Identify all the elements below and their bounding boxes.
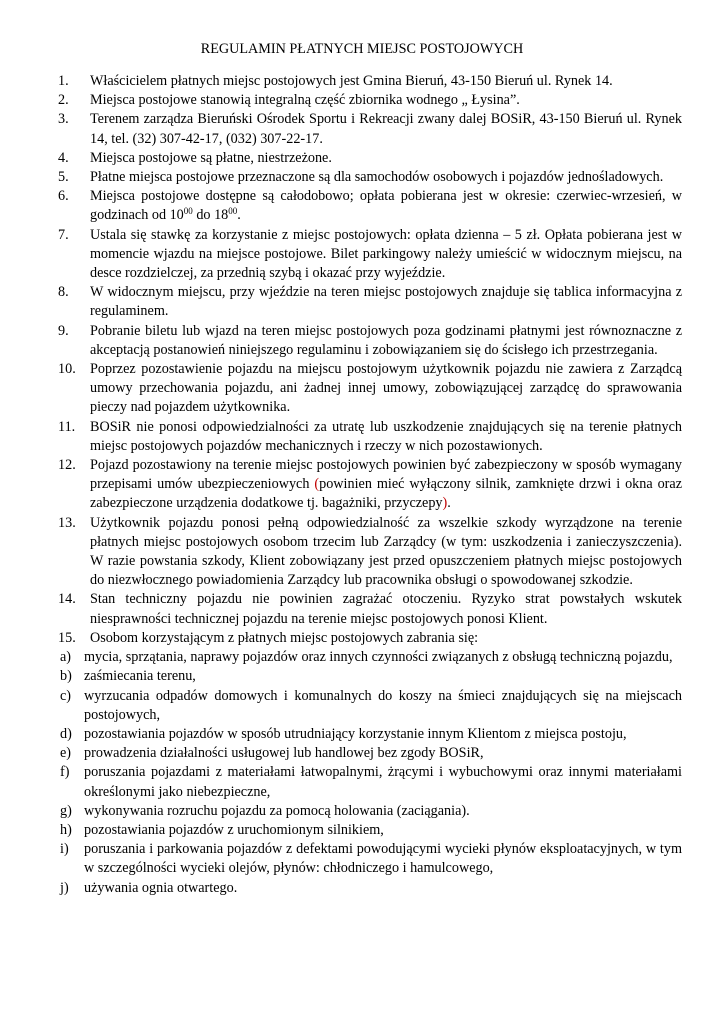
item-number: 8.: [58, 284, 69, 301]
item-text: BOSiR nie ponosi odpowiedzialności za utratę lub uszkodzenie znajdujących się na terenie płatnych miejsc postojowych pojazdów mechanicznych i rzeczy w nich pozostawionych.: [90, 418, 682, 454]
item-text: Pobranie biletu lub wjazd na teren miejsc postojowych poza godzinami płatnymi jest równoznaczne z akceptacją postanowień niniejszego regulaminu i zobowiązaniem się do ścisłego ich przestrzegania.: [90, 322, 682, 358]
sub-list-item: [58, 687, 682, 725]
list-item: [58, 149, 682, 168]
item-text: Użytkownik pojazdu ponosi pełną odpowiedzialność za wszelkie szkody wyrządzone na terenie płatnych miejsc postojowych osobom trzecim lub Zarządcy (w tym: uszkodzenia i zanieczyszczenia). W razie powstania szkody, Klient zobowiązany jest przed opuszczeniem płatnych miejsc postojowych do niezwłocznego powiadomienia Zarządcy lub pracownika obsługi o spowodowanej szkodzie.: [90, 514, 682, 589]
list-item: [58, 456, 682, 514]
sub-item-letter: d): [60, 725, 72, 742]
regulation-list: [58, 72, 682, 898]
list-item: [58, 590, 682, 628]
sub-list-item: [58, 763, 682, 801]
item-text: Stan techniczny pojazdu nie powinien zagrażać otoczeniu. Ryzyko strat powstałych wskutek niesprawności technicznej pojazdu na terenie miejsc postojowych ponosi Klient.: [90, 591, 682, 627]
list-item: [58, 226, 682, 284]
sub-item-text: poruszania i parkowania pojazdów z defektami powodującymi wycieki płynów eksploatacyjnych, w tym w szczególności wycieki olejów, płynów: chłodniczego i hamulcowego,: [84, 841, 682, 877]
sub-item-text: wykonywania rozruchu pojazdu za pomocą holowania (zaciągania).: [84, 802, 470, 819]
item-number: 6.: [58, 188, 69, 205]
item-number: 7.: [58, 226, 69, 243]
sub-list-item: [58, 648, 682, 667]
sub-item-text: prowadzenia działalności usługowej lub handlowej bez zgody BOSiR,: [84, 745, 484, 762]
item-number: 14.: [58, 591, 76, 608]
list-item: [58, 168, 682, 187]
list-item: [58, 187, 682, 225]
sub-item-letter: f): [60, 764, 70, 781]
sub-item-text: wyrzucania odpadów domowych i komunalnych do koszy na śmieci znajdujących się na miejscach postojowych,: [84, 687, 682, 723]
sub-item-text: poruszania pojazdami z materiałami łatwopalnymi, żrącymi i wybuchowymi oraz innymi materiałami określonymi jako niebezpieczne,: [84, 764, 682, 800]
sub-item-letter: h): [60, 821, 72, 838]
list-item: [58, 360, 682, 418]
item-number: 9.: [58, 322, 69, 339]
list-item: [58, 72, 682, 91]
item-number: 5.: [58, 169, 69, 186]
sub-item-letter: b): [60, 668, 72, 685]
list-item: [58, 91, 682, 110]
sub-item-letter: j): [60, 879, 69, 896]
sub-list-item: [58, 725, 682, 744]
item-number: 12.: [58, 457, 76, 474]
item-number: 4.: [58, 149, 69, 166]
sub-item-text: zaśmiecania terenu,: [84, 668, 196, 685]
item-text: W widocznym miejscu, przy wjeździe na teren miejsc postojowych znajduje się tablica informacyjna z regulaminem.: [90, 284, 682, 320]
sub-list-item: [58, 821, 682, 840]
item-number: 10.: [58, 361, 76, 378]
sub-item-text: pozostawiania pojazdów w sposób utrudniający korzystanie innym Klientom z miejsca postoju,: [84, 725, 627, 742]
sub-item-letter: i): [60, 841, 69, 858]
list-item: [58, 514, 682, 591]
sub-list-item: [58, 802, 682, 821]
sub-item-text: pozostawiania pojazdów z uruchomionym silnikiem,: [84, 821, 384, 838]
sub-item-letter: c): [60, 687, 72, 704]
item-text: Właścicielem płatnych miejsc postojowych jest Gmina Bieruń, 43-150 Bieruń ul. Rynek 14.: [90, 73, 613, 89]
item-text: Miejsca postojowe są płatne, niestrzeżone.: [90, 149, 332, 166]
item-text: Płatne miejsca postojowe przeznaczone są dla samochodów osobowych i pojazdów jednośladowych.: [90, 169, 664, 186]
item-text: Miejsca postojowe dostępne są całodobowo; opłata pobierana jest w okresie: czerwiec-wrzesień, w godzinach od $10^{00}$ do $18^{00}$.: [90, 188, 682, 224]
sub-list-item: [58, 879, 682, 898]
item-number: 11.: [58, 418, 76, 435]
item-text: Osobom korzystającym z płatnych miejsc postojowych zabrania się:: [90, 629, 479, 646]
sub-item-text: mycia, sprzątania, naprawy pojazdów oraz innych czynności związanych z obsługą techniczną pojazdu,: [84, 649, 673, 666]
sub-item-letter: e): [60, 745, 72, 762]
document-title: REGULAMIN PŁATNYCH MIEJSC POSTOJOWYCH: [200, 41, 524, 57]
item-number: 13.: [58, 514, 76, 531]
item-text: Pojazd pozostawiony na terenie miejsc postojowych powinien być zabezpieczony w sposób wymagany przepisami umów ubezpieczeniowych (powinien mieć wyłączony silnik, zamknięte drzwi i okna oraz zabezpieczone urządzenia dodatkowe tj. bagażniki, przyczepy).: [90, 457, 682, 512]
list-item: [58, 110, 682, 148]
list-item: [58, 322, 682, 360]
item-text: Ustala się stawkę za korzystanie z miejsc postojowych: opłata dzienna – 5 zł. Opłata pobierana jest w momencie wjazdu na miejsce postojowe. Bilet parkingowy należy umieścić w widocznym miejscu, na desce rozdzielczej, za przednią szybą i okazać przy wyjeździe.: [90, 226, 682, 282]
sub-list-item: [58, 667, 682, 686]
sub-list-item: [58, 744, 682, 763]
item-number: 1.: [58, 73, 69, 89]
item-number: 15.: [58, 629, 76, 646]
sub-list-item: [58, 840, 682, 878]
item-number: 2.: [58, 92, 69, 109]
list-item: [58, 418, 682, 456]
item-text: Terenem zarządza Bieruński Ośrodek Sportu i Rekreacji zwany dalej BOSiR, 43-150 Bieruń ul. Rynek 14, tel. (32) 307-42-17, (032) 307-22-17.: [90, 111, 682, 147]
item-number: 3.: [58, 111, 69, 128]
list-item: [58, 629, 682, 648]
item-text: Poprzez pozostawienie pojazdu na miejscu postojowym użytkownik pojazdu nie zawiera z Zarządcą umowy przechowania pojazdu, ani żadnej innej umowy, zobowiązującej zarządcę do sprawowania pieczy nad pojazdem użytkownika.: [90, 361, 682, 416]
list-item: [58, 283, 682, 321]
sub-item-letter: a): [60, 649, 72, 666]
item-text: Miejsca postojowe stanowią integralną część zbiornika wodnego „ Łysina”.: [90, 92, 520, 109]
sub-item-text: używania ognia otwartego.: [84, 879, 238, 896]
sub-item-letter: g): [60, 802, 72, 819]
